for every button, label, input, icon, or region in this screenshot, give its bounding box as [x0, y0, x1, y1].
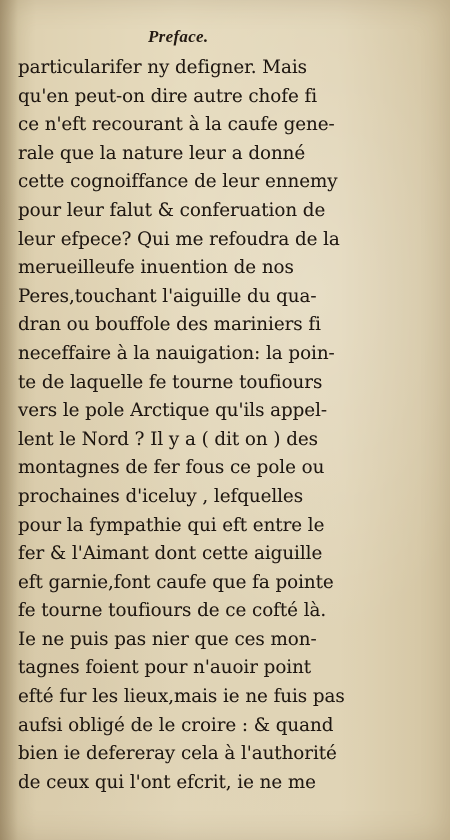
text-line-11: neceffaire à la nauigation: la poin-	[18, 342, 335, 364]
text-line-22: tagnes foient pour n'auoir point	[18, 657, 312, 679]
text-line-8: merueilleufe inuention de nos	[18, 257, 294, 279]
text-line-13: vers le pole Arctique qu'ils appel-	[18, 400, 328, 422]
text-body	[18, 54, 368, 797]
text-line-6: pour leur falut & conferuation de	[18, 199, 326, 221]
text-line-3: ce n'eft recourant à la caufe gene-	[18, 114, 335, 136]
text-line-15: montagnes de fer fous ce pole ou	[18, 457, 325, 479]
text-line-5: cette cognoiffance de leur ennemy	[18, 171, 338, 193]
text-line-18: fer & l'Aimant dont cette aiguille	[18, 543, 323, 565]
text-line-4: rale que la nature leur a donné	[18, 142, 306, 164]
text-line-1: particularifer ny defigner. Mais	[18, 57, 307, 78]
text-line-10: dran ou bouffole des mariniers fi	[18, 314, 321, 336]
text-line-24: aufsi obligé de le croire : & quand	[18, 714, 334, 736]
text-line-19: eft garnie,font caufe que fa pointe	[18, 571, 334, 593]
text-line-21: Ie ne puis pas nier que ces mon-	[18, 628, 317, 650]
text-line-2: qu'en peut-on dire autre chofe fi	[18, 85, 318, 107]
text-line-14: lent le Nord ? Il y a ( dit on ) des	[18, 428, 318, 450]
text-line-7: leur efpece? Qui me refoudra de la	[18, 228, 340, 250]
running-head: Preface.	[148, 27, 209, 46]
text-line-20: fe tourne toufiours de ce cofté là.	[18, 600, 327, 622]
text-line-26: de ceux qui l'ont efcrit, ie ne me	[18, 771, 316, 793]
text-line-16: prochaines d'iceluy , lefquelles	[18, 485, 304, 507]
text-line-23: efté fur les lieux,mais ie ne fuis pas	[18, 686, 345, 708]
text-line-12: te de laquelle fe tourne toufiours	[18, 371, 323, 393]
text-line-9: Peres,touchant l'aiguille du qua-	[18, 285, 317, 307]
text-line-25: bien ie defereray cela à l'authorité	[18, 743, 337, 765]
text-line-17: pour la fympathie qui eft entre le	[18, 514, 325, 536]
